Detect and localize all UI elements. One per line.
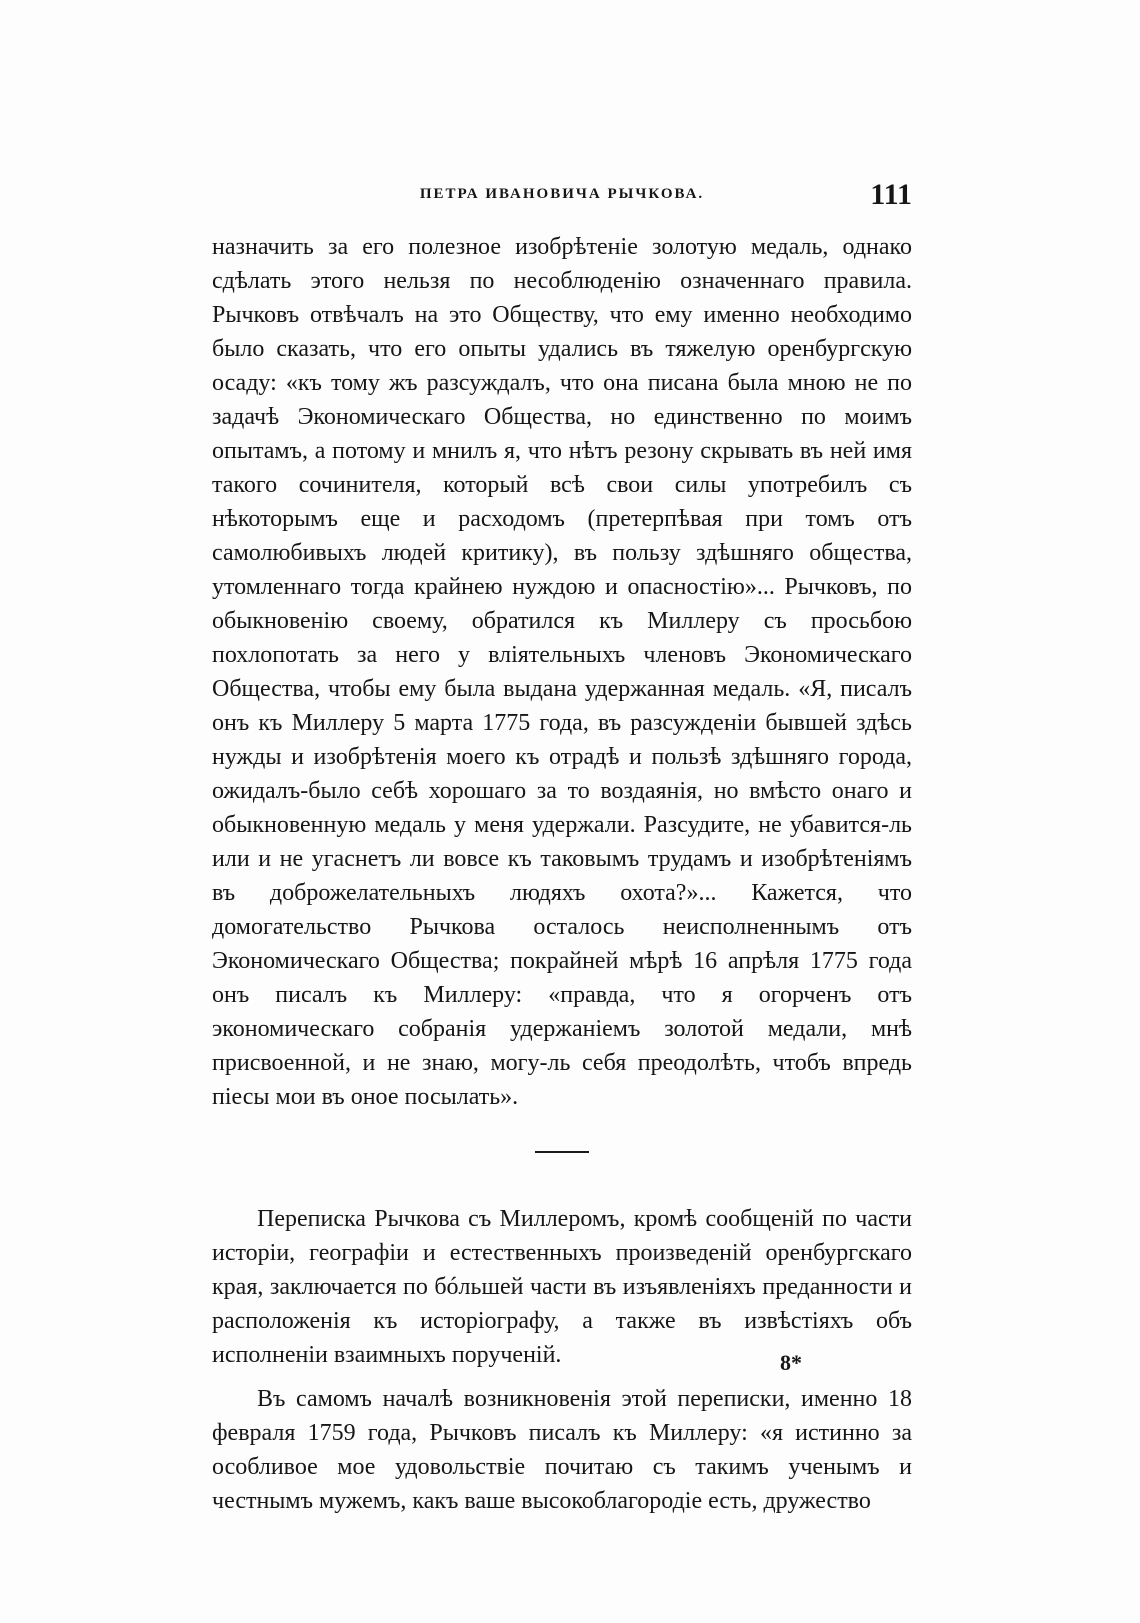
section-separator-rule [535, 1151, 589, 1153]
running-title: ПЕТРА ИВАНОВИЧА РЫЧКОВА. [419, 186, 705, 202]
page-body [212, 230, 912, 1518]
paragraph-2: Переписка Рычкова съ Миллеромъ, кромѣ сообщеній по части исторіи, географіи и естественныхъ произведеній оренбургскаго края, заключается по бóльшей части въ изъявленіяхъ преданности и расположенія къ исторіографу, а также въ извѣстіяхъ объ исполненіи взаимныхъ порученій. [212, 1206, 912, 1368]
page-number: 111 [870, 178, 912, 211]
signature-mark: 8* [780, 1350, 802, 1375]
paragraph-3: Въ самомъ началѣ возникновенія этой переписки, именно 18 февраля 1759 года, Рычковъ писалъ къ Миллеру: «я истинно за особливое мое удовольствіе почитаю съ такимъ ученымъ и честнымъ мужемъ, какъ ваше высокоблагородіе есть, дружество [212, 1386, 912, 1514]
page-header [212, 178, 912, 222]
paragraph-1: назначить за его полезное изобрѣтеніе золотую медаль, однако сдѣлать этого нельзя по несоблюденію означеннаго правила. Рычковъ отвѣчалъ на это Обществу, что ему именно необходимо было сказать, что его опыты удались въ тяжелую оренбургскую осаду: «къ тому жъ разсуждалъ, что она писана была мною не по задачѣ Экономическаго Общества, но единственно по моимъ опытамъ, а потому и мнилъ я, что нѣтъ резону скрывать въ ней имя такого сочинителя, который всѣ свои силы употребилъ съ нѣкоторымъ еще и расходомъ (претерпѣвая при томъ отъ самолюбивыхъ людей критику), въ пользу здѣшняго общества, утомленнаго тогда крайнею нуждою и опасностію»... Рычковъ, по обыкновенію своему, обратился къ Миллеру съ просьбою похлопотать за него у вліятельныхъ членовъ Экономическаго Общества, чтобы ему была выдана удержанная медаль. «Я, писалъ онъ къ Миллеру 5 марта 1775 года, въ разсужденіи бывшей здѣсь нужды и изобрѣтенія моего къ отрадѣ и пользѣ здѣшняго города, ожидалъ-было себѣ хорошаго за то воздаянія, но вмѣсто онаго и обыкновенную медаль у меня удержали. Разсудите, не убавится-ль или и не угаснетъ ли вовсе къ таковымъ трудамъ и изобрѣтеніямъ въ доброжелательныхъ людяхъ охота?»... Кажется, что домогательство Рычкова осталось неисполненнымъ отъ Экономическаго Общества; покрайней мѣрѣ 16 апрѣля 1775 года онъ писалъ къ Миллеру: «правда, что я огорченъ отъ экономическаго собранія удержаніемъ золотой медали, мнѣ присвоенной, и не знаю, могу-ль себя преодолѣть, чтобъ впредь піесы мои въ оное посылать». [212, 234, 912, 1110]
